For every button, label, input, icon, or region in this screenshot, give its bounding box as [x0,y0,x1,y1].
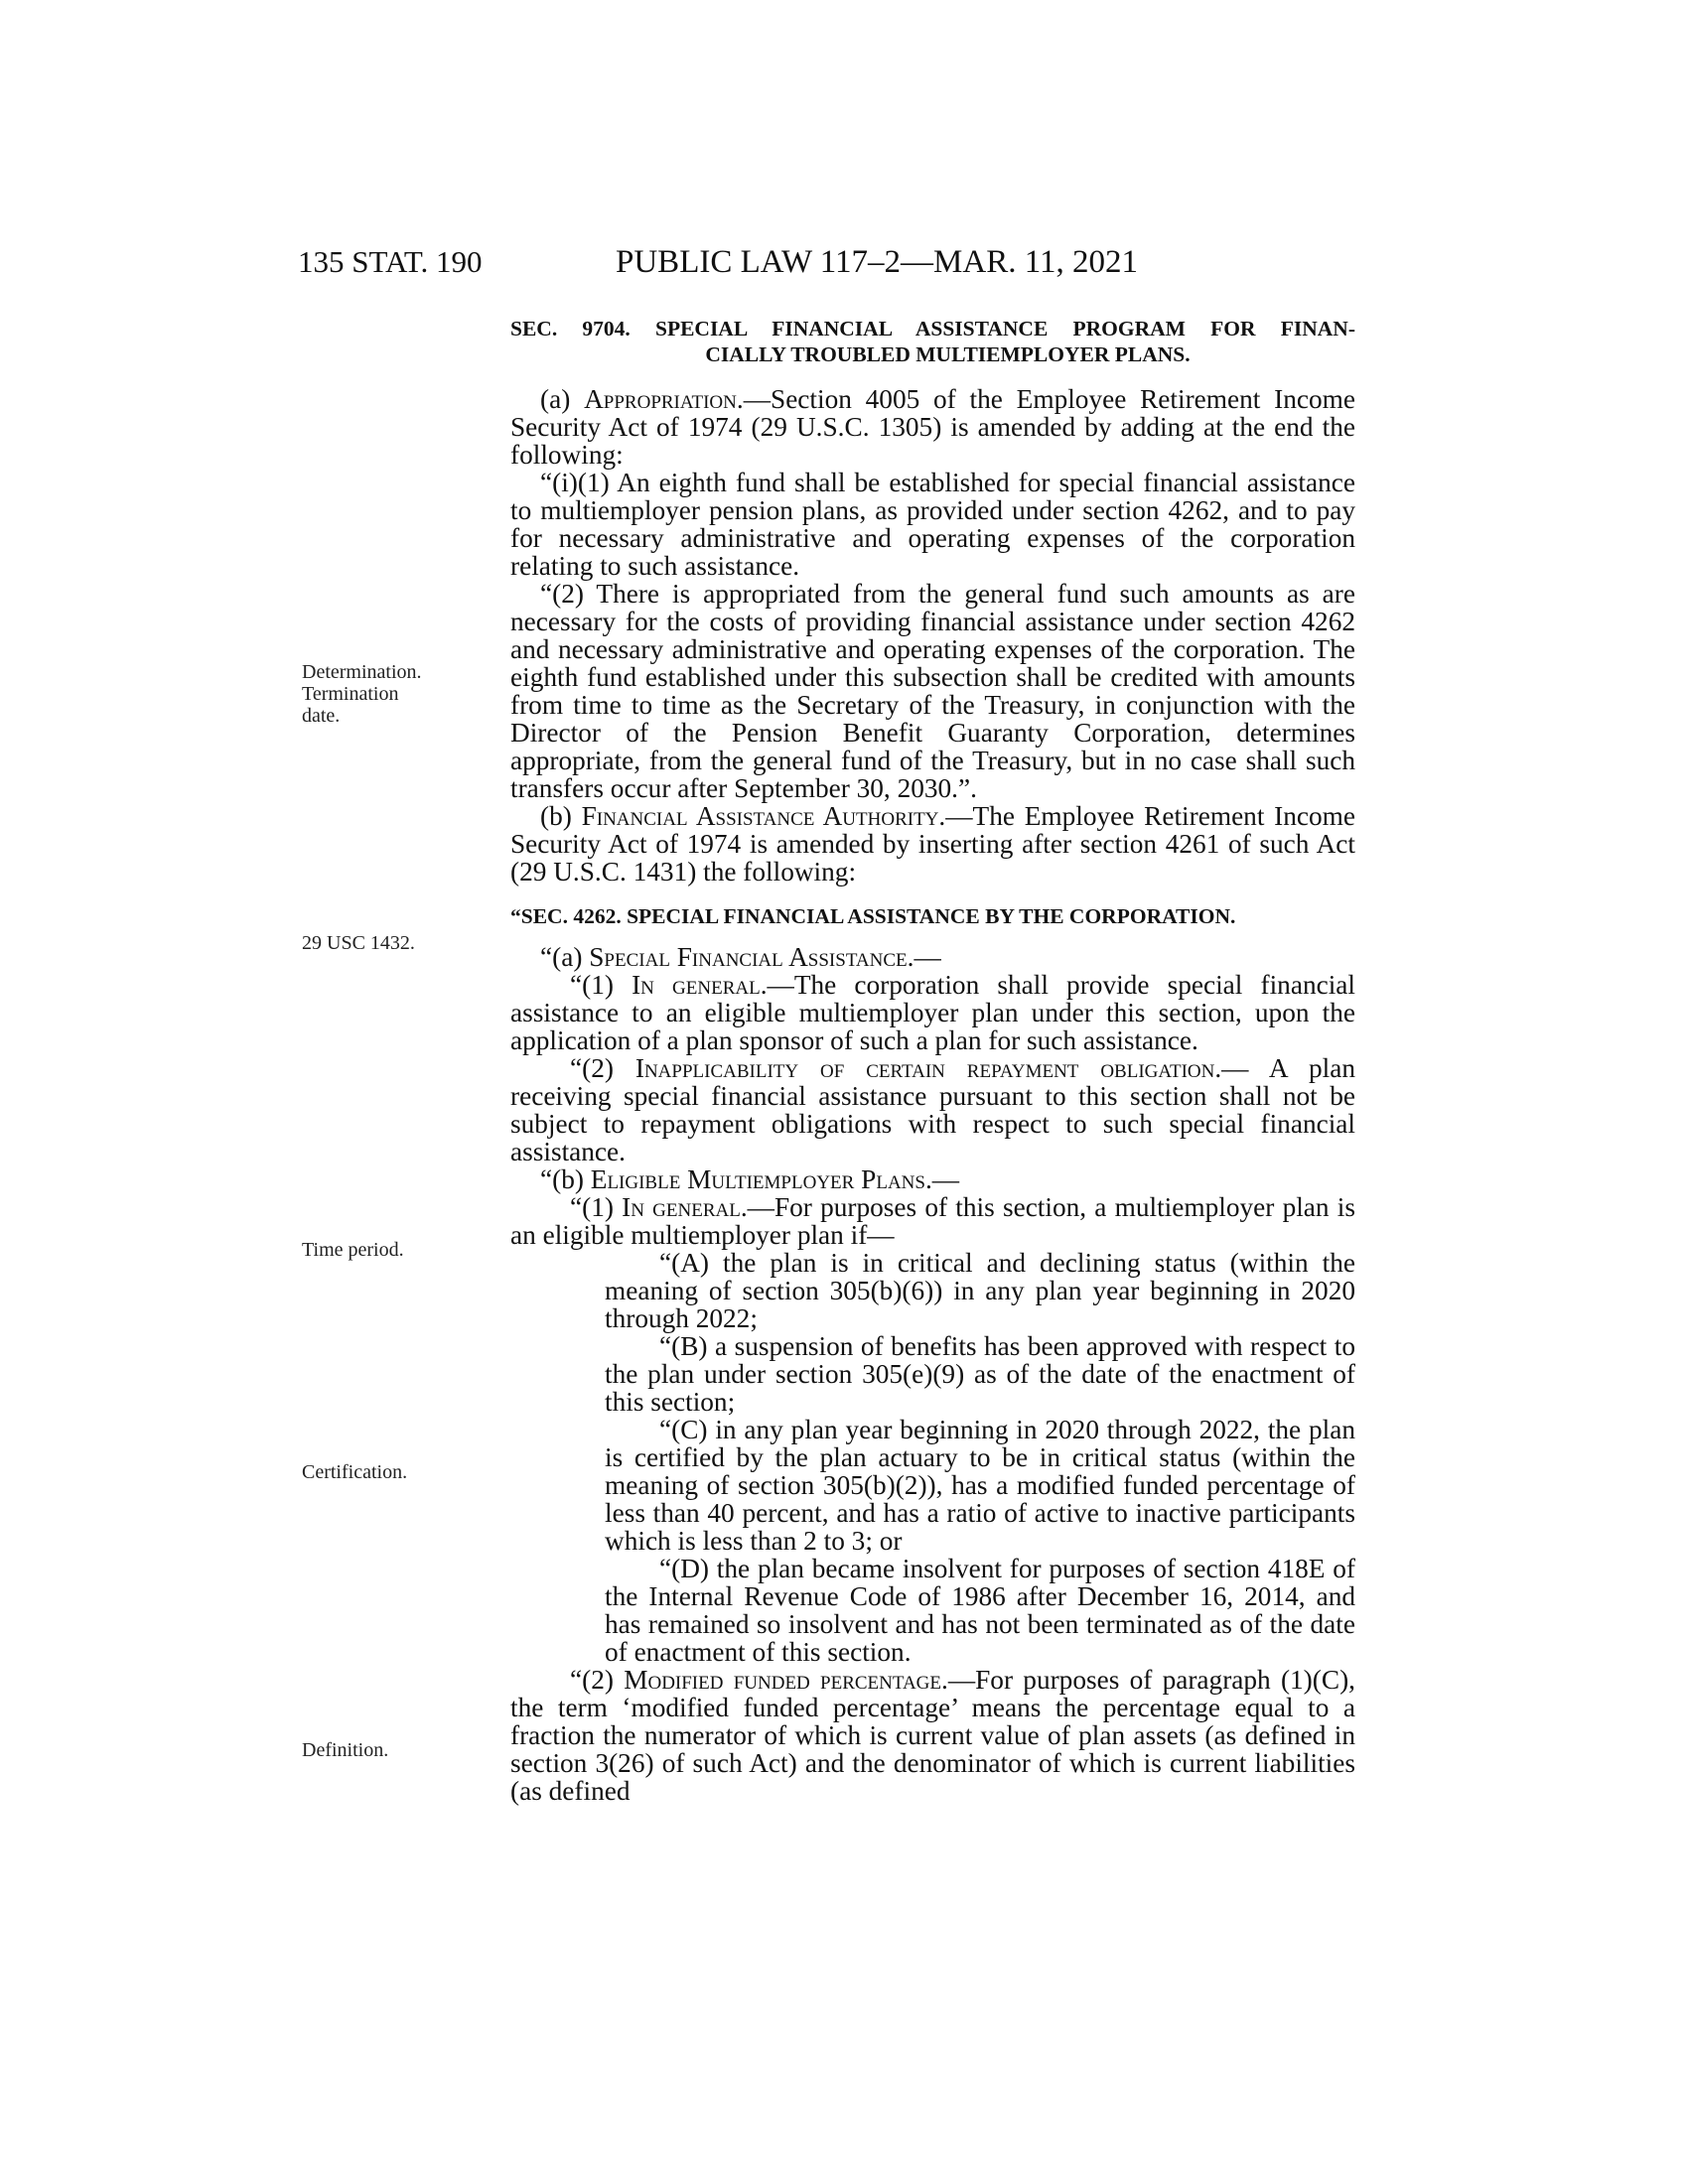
caption: Financial Assistance Authority [581,801,939,831]
caption: Inapplicability of certain repayment obligation [634,1053,1215,1083]
caption: Special Financial Assistance [589,942,908,972]
paragraph-i1: “(i)(1) An eighth fund shall be established for special financial assistance to multiemployer pension plans, as provided under section 4262, and to pay for necessary administrative and operating expenses of the corporation relating to such assistance. [510,468,1355,581]
main-text-column [510,316,1355,1805]
margin-note-text: date. [302,705,341,727]
body-text: .—The Employee Retirement Income Security Act of 1974 is amended by inserting after section 4261 of such Act (29 U.S.C. 1431) the following: [510,801,1356,887]
body-text: .—For purposes of paragraph (1)(C), the term ‘modified funded percentage’ means the percentage equal to a fraction the numerator of which is current value of plan assets (as defined in section 3(26) of such Act) and the denominator of which is current liabilities (as defined [510,1665,1355,1806]
label: “(b) [540,1164,591,1194]
caption: Eligible Multiemployer Plans [590,1164,925,1194]
subparagraph-C: “(C) in any plan year beginning in 2020 through 2022, the plan is certified by the plan actuary to be in critical status (within the meaning of section 305(b)(2)), has a modified funded percentage of less than 40 percent, and has a ratio of active to inactive participants which is less than 2 to 3; or [605,1415,1355,1556]
body-text: .— A plan receiving special financial assistance pursuant to this section shall not be subject to repayment obligations with respect to such special financial assistance. [510,1053,1355,1166]
subparagraph-A: “(A) the plan is in critical and declining status (within the meaning of section 305(b)(6)) in any plan year beginning in 2020 through 2022; [605,1248,1355,1333]
dash: .— [907,942,941,972]
label: (a) [540,384,585,414]
section-4262-heading: “SEC. 4262. SPECIAL FINANCIAL ASSISTANCE BY THE CORPORATION. [510,904,1236,928]
paragraph-i2: “(2) There is appropriated from the general fund such amounts as are necessary for the costs of providing financial assistance under section 4262 and necessary administrative and operating expenses of the corporation. The eighth fund established under this subsection shall be credited with amounts from time to time as the Secretary of the Treasury, in conjunction with the Director of the Pension Benefit Guaranty Corporation, determines appropriate, from the general fund of the Treasury, but in no case shall such transfers occur after September 30, 2030.”. [510,579,1355,803]
heading-line: CIALLY TROUBLED MULTIEMPLOYER PLANS. [705,342,1191,366]
caption: Appropriation [584,384,737,414]
label: “(a) [540,942,590,972]
margin-note-determination [302,661,451,727]
margin-note-certification: Certification. [302,1461,408,1483]
paragraph-4262-a1 [510,971,1355,1054]
label: (b) [540,801,582,831]
subparagraph-D: “(D) the plan became insolvent for purposes of section 418E of the Internal Revenue Code of 1986 after December 16, 2014, and has remained so insolvent and has not been terminated as of the date of enactment of this section. [605,1554,1355,1667]
label: “(2) [570,1665,625,1695]
body-text: .—The corporation shall provide special financial assistance to an eligible multiemployer plan under this section, upon the application of a plan sponsor of such a plan for such assistance. [510,970,1355,1055]
running-title: PUBLIC LAW 117–2—MAR. 11, 2021 [616,244,1138,280]
margin-note-definition: Definition. [302,1739,389,1761]
heading-line: SEC. 9704. SPECIAL FINANCIAL ASSISTANCE PROGRAM FOR FINAN- [510,317,1355,341]
page-header [298,244,1355,288]
caption: In general [632,970,761,1000]
margin-note-time-period: Time period. [302,1239,404,1261]
margin-note-text: Termination [302,683,399,705]
dash: .— [924,1164,960,1194]
paragraph-9704-b [510,802,1355,886]
paragraph-4262-b1 [510,1193,1355,1249]
body-text: .—For purposes of this section, a multiemployer plan is an eligible multiemployer plan if— [510,1192,1355,1250]
section-9704-heading [510,316,1355,367]
margin-note-text: Determination. [302,661,422,683]
label: “(1) [570,1192,623,1222]
paragraph-4262-a2 [510,1054,1355,1165]
paragraph-4262-b [510,1165,1355,1193]
paragraph-9704-a [510,385,1355,469]
paragraph-4262-b2 [510,1666,1355,1805]
label: “(2) [570,1053,635,1083]
page-reference: 135 STAT. 190 [298,244,483,279]
label: “(1) [570,970,633,1000]
body-text: .—Section 4005 of the Employee Retirement Income Security Act of 1974 (29 U.S.C. 1305) is amended by adding at the end the following: [510,384,1356,470]
margin-note-usc: 29 USC 1432. [302,932,415,954]
subparagraph-B: “(B) a suspension of benefits has been approved with respect to the plan under section 305(e)(9) as of the date of the enactment of this section; [605,1331,1355,1417]
paragraph-4262-a [510,943,1355,971]
caption: Modified funded percentage [624,1665,941,1695]
caption: In general [622,1192,741,1222]
